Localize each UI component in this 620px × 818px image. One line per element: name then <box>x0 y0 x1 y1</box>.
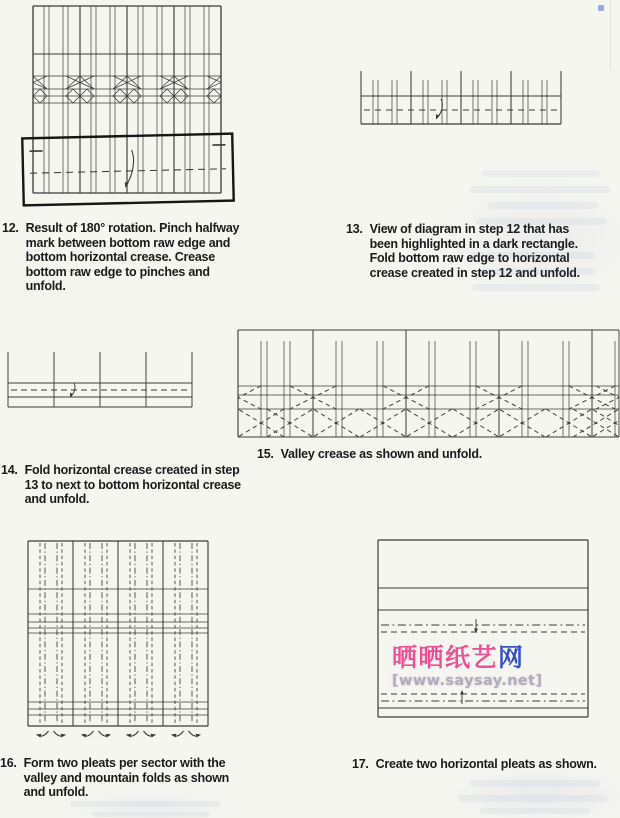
step-number: 15. <box>257 447 274 461</box>
caption-line: Result of 180° rotation. Pinch halfway <box>25 221 240 235</box>
step-number: 14. <box>1 463 18 477</box>
diagram-step14-strip <box>4 347 196 411</box>
step-number: 17. <box>352 757 369 771</box>
watermark-site-name <box>392 644 543 672</box>
watermark-cjk-pink: 晒晒纸艺 <box>392 643 499 672</box>
watermark-url: [www.saysay.net] <box>392 673 543 689</box>
caption-step12 <box>2 221 239 294</box>
diagram-step12-grid-with-highlight-rect <box>20 3 236 211</box>
caption-line: bottom horizontal crease. Crease <box>25 250 215 265</box>
bleed-smudge <box>480 808 590 814</box>
bleed-smudge <box>470 252 595 259</box>
caption-line: mark between bottom raw edge and <box>25 235 231 250</box>
caption-lines <box>376 757 597 772</box>
caption-line: been highlighted in a dark rectangle. <box>369 236 578 251</box>
caption-line: crease created in step 12 and unfold. <box>369 265 580 280</box>
caption-line: Valley crease as shown and unfold. <box>280 447 482 461</box>
step-number: 12. <box>2 221 19 235</box>
bleed-smudge <box>458 795 608 802</box>
watermark <box>392 644 543 689</box>
caption-line: bottom raw edge to pinches and <box>25 264 210 279</box>
bleed-smudge <box>488 202 598 209</box>
caption-line: Create two horizontal pleats as shown. <box>375 757 597 771</box>
caption-lines <box>281 447 482 462</box>
caption-step15 <box>257 447 482 462</box>
caption-line: 13 to next to bottom horizontal crease <box>24 477 241 492</box>
scan-ink-dot <box>598 5 604 11</box>
scan-edge-line <box>610 0 611 70</box>
bleed-smudge <box>470 186 610 193</box>
bleed-smudge <box>470 780 600 787</box>
caption-step14 <box>1 463 241 507</box>
bleed-smudge <box>472 284 600 291</box>
caption-step16 <box>0 756 229 800</box>
caption-line: valley and mountain folds as shown <box>23 770 230 785</box>
caption-lines <box>24 756 229 800</box>
caption-lines <box>26 221 240 294</box>
caption-line: View of diagram in step 12 that has <box>369 222 570 236</box>
step-number: 16. <box>0 756 17 770</box>
caption-step17 <box>352 757 597 772</box>
bleed-smudge <box>484 268 596 275</box>
caption-line: unfold. <box>25 279 66 294</box>
watermark-cjk-blue: 网 <box>498 643 525 672</box>
caption-lines <box>25 463 241 507</box>
diagram-step16-pleats <box>25 537 211 753</box>
diagram-step15-valley-crease <box>236 325 620 441</box>
caption-line: Form two pleats per sector with the <box>23 756 226 770</box>
bleed-smudge <box>476 218 606 225</box>
bleed-smudge <box>482 170 600 177</box>
diagram-step17-horizontal-pleats <box>375 537 591 719</box>
bleed-smudge <box>70 801 220 807</box>
caption-line: Fold bottom raw edge to horizontal <box>369 251 570 266</box>
diagram-step13-strip <box>358 66 564 130</box>
caption-line: Fold horizontal crease created in step <box>24 463 240 477</box>
caption-line: and unfold. <box>23 785 89 800</box>
bleed-smudge <box>92 812 210 817</box>
step-number: 13. <box>346 222 363 236</box>
caption-line: and unfold. <box>24 492 90 507</box>
